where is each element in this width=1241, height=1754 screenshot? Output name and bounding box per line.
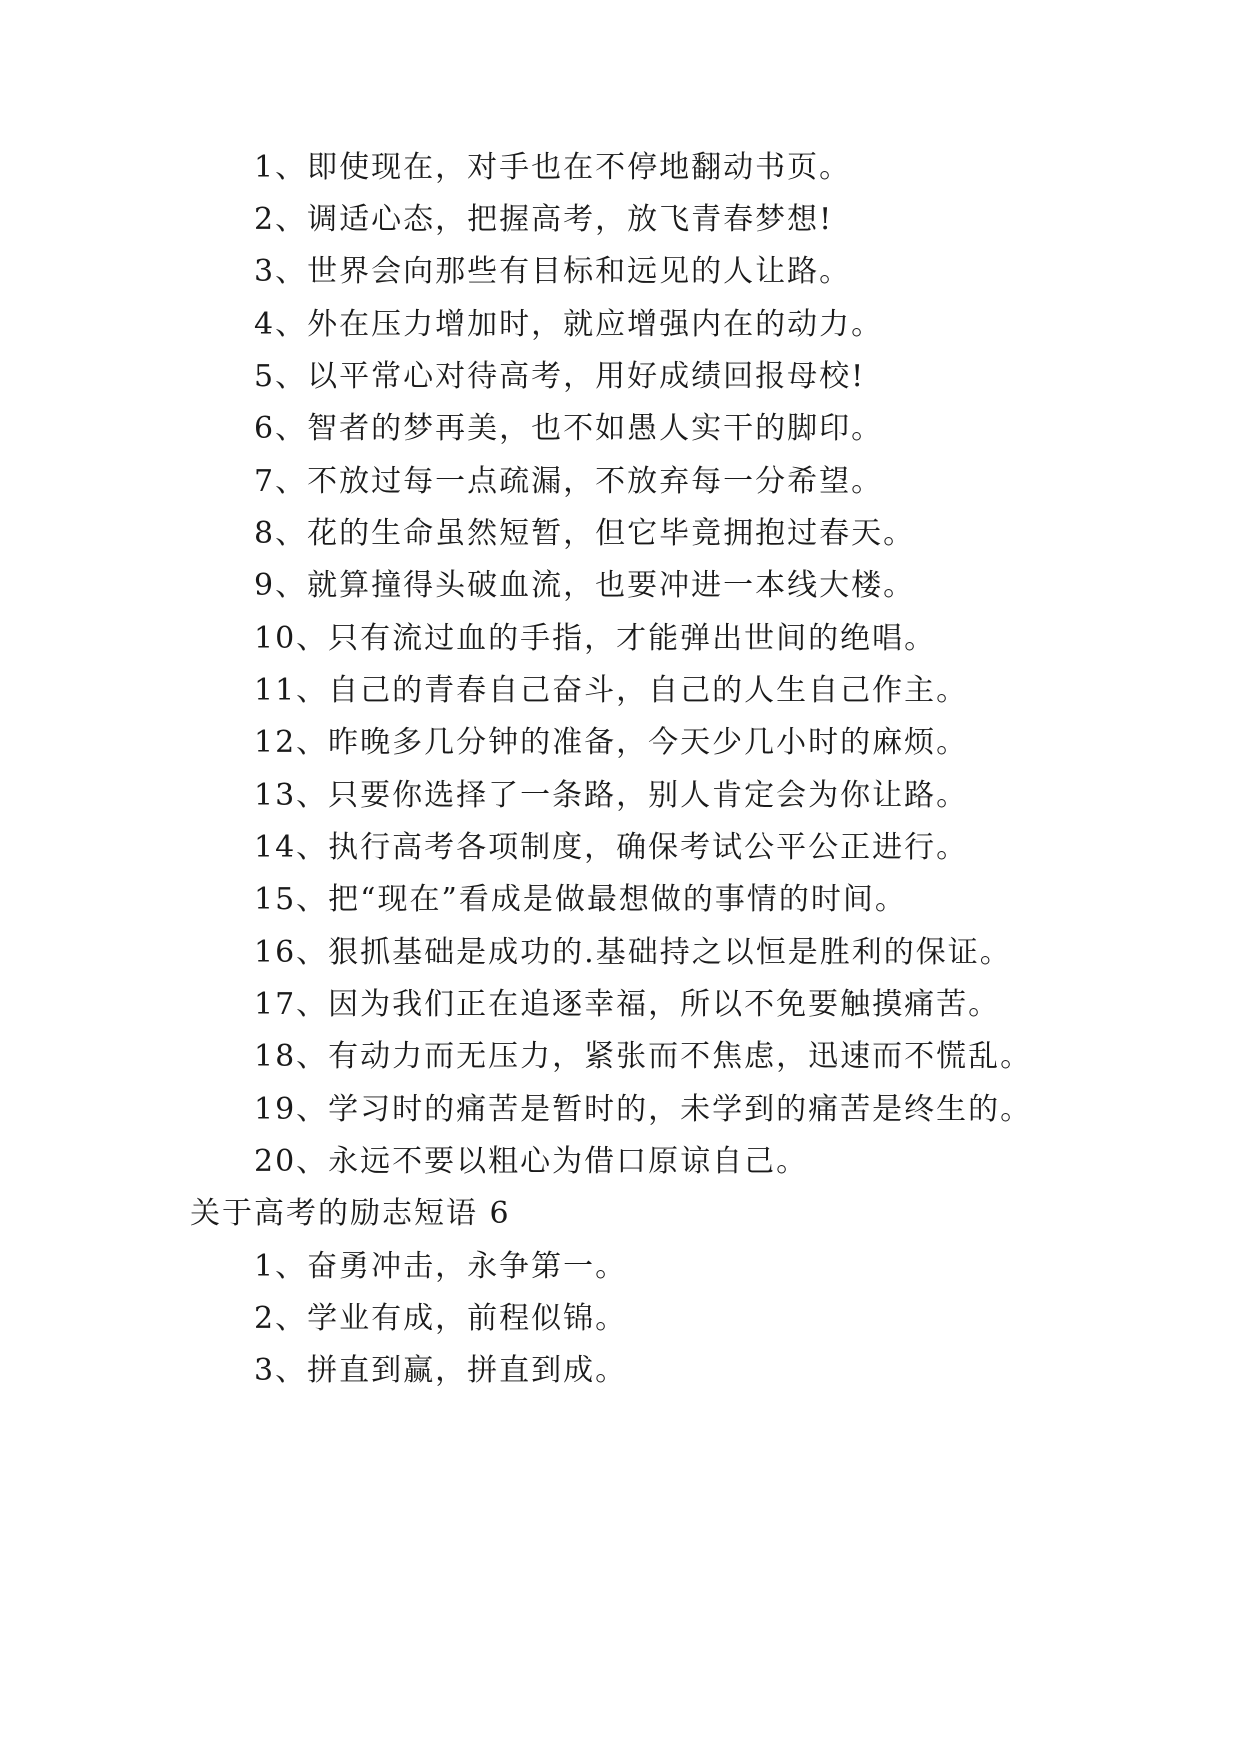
- list-item: 4、外在压力增加时，就应增强内在的动力。: [254, 307, 884, 342]
- list-item: 2、调适心态，把握高考，放飞青春梦想!: [254, 202, 834, 237]
- list-item: 13、只要你选择了一条路，别人肯定会为你让路。: [254, 778, 969, 813]
- list-item: 18、有动力而无压力，紧张而不焦虑，迅速而不慌乱。: [254, 1039, 1033, 1074]
- list-item: 20、永远不要以粗心为借口原谅自己。: [254, 1144, 809, 1179]
- list-item: 7、不放过每一点疏漏，不放弃每一分希望。: [254, 464, 884, 499]
- list-item: 15、把“现在”看成是做最想做的事情的时间。: [254, 882, 907, 917]
- list-item: 16、狠抓基础是成功的.基础持之以恒是胜利的保证。: [254, 935, 1012, 970]
- list-item: 14、执行高考各项制度，确保考试公平公正进行。: [254, 830, 969, 865]
- list-item: 1、奋勇冲击，永争第一。: [254, 1249, 628, 1284]
- list-item: 9、就算撞得头破血流，也要冲进一本线大楼。: [254, 568, 916, 603]
- list-item: 19、学习时的痛苦是暂时的，未学到的痛苦是终生的。: [254, 1092, 1033, 1127]
- section-heading: 关于高考的励志短语 6: [190, 1196, 511, 1231]
- list-item: 2、学业有成，前程似锦。: [254, 1301, 628, 1336]
- list-item: 3、世界会向那些有目标和远见的人让路。: [254, 254, 852, 289]
- list-item: 8、花的生命虽然短暂，但它毕竟拥抱过春天。: [254, 516, 916, 551]
- list-item: 3、拼直到赢，拼直到成。: [254, 1353, 628, 1388]
- list-item: 17、因为我们正在追逐幸福，所以不免要触摸痛苦。: [254, 987, 1001, 1022]
- list-item: 11、自己的青春自己奋斗，自己的人生自己作主。: [254, 673, 969, 708]
- list-item: 5、以平常心对待高考，用好成绩回报母校!: [254, 359, 866, 394]
- list-item: 10、只有流过血的手指，才能弹出世间的绝唱。: [254, 621, 937, 656]
- list-item: 6、智者的梦再美，也不如愚人实干的脚印。: [254, 411, 884, 446]
- list-item: 12、昨晚多几分钟的准备，今天少几小时的麻烦。: [254, 725, 969, 760]
- list-item: 1、即使现在，对手也在不停地翻动书页。: [254, 150, 852, 185]
